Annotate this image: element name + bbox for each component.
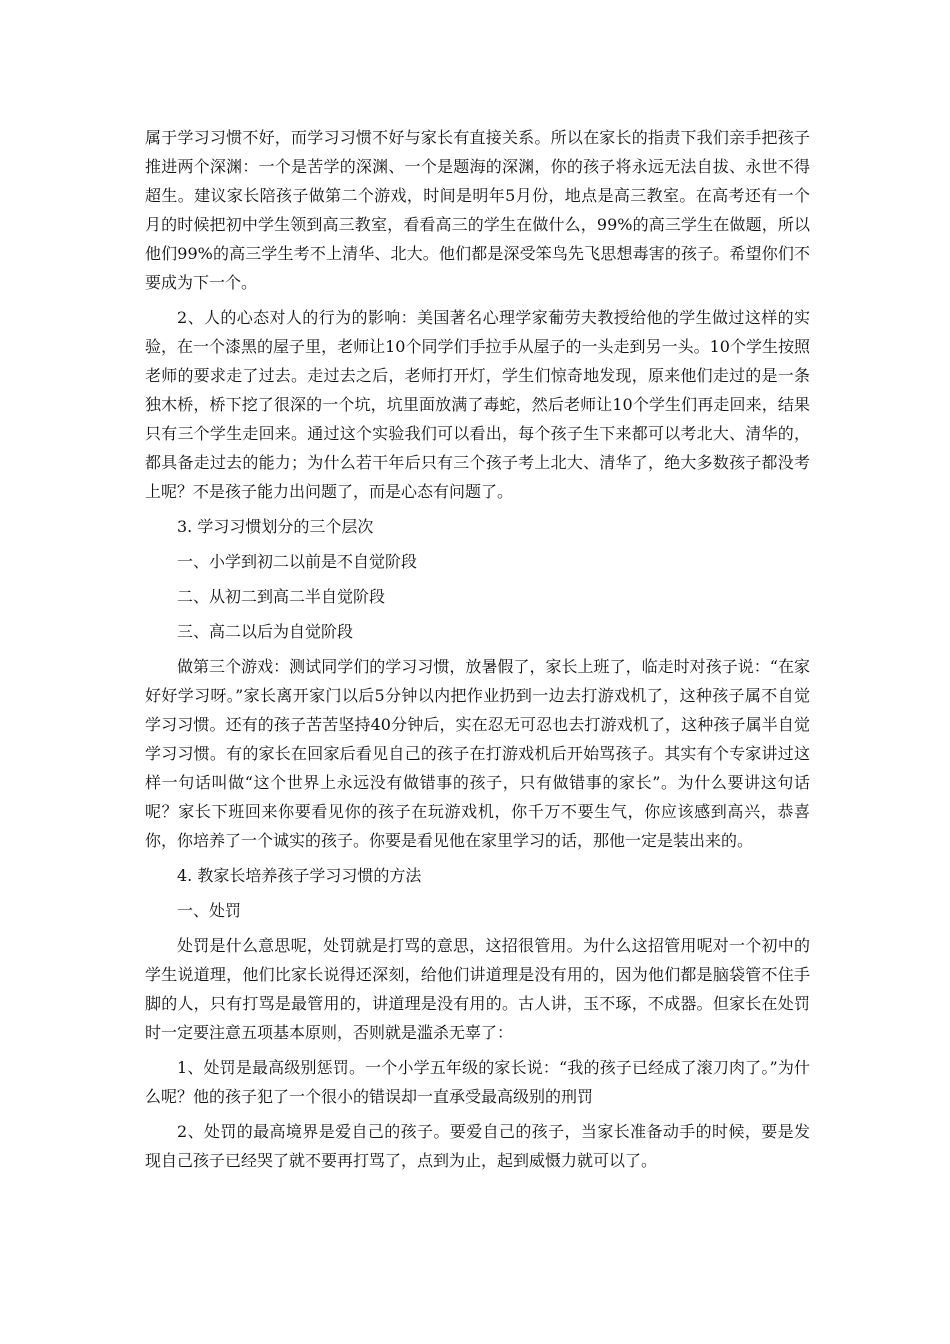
list-item-unconscious-stage: 一、小学到初二以前是不自觉阶段 xyxy=(177,552,418,571)
paragraph-mindset-experiment: 2、人的心态对人的行为的影响：美国著名心理学家葡劳夫教授给他的学生做过这样的实验，在一个漆黑的屋子里，老师让10个同学们手拉手从屋子的一头走到另一头。10个学生按照老师的要求走了过去。走过去之后，老师打开灯，学生们惊奇地发现，原来他们走过的是一条独木桥，桥下挖了很深的一个坑，坑里面放满了毒蛇，然后老师让10个学生们再走回来，结果只有三个学生走回来。通过这个实验我们可以看出，每个孩子生下来都可以考北大、清华的，都具备走过去的能力；为什么若干年后只有三个孩子考上北大、清华了，绝大多数孩子都没考上呢？不是孩子能力出问题了，而是心态有问题了。 xyxy=(145,308,810,501)
paragraph-third-game: 做第三个游戏：测试同学们的学习习惯，放暑假了，家长上班了，临走时对孩子说：“在家好好学习呀。”家长离开家门以后5分钟以内把作业扔到一边去打游戏机了，这种孩子属不自觉学习习惯。还有的孩子苦苦坚持40分钟后，实在忍无可忍也去打游戏机了，这种孩子属半自觉学习习惯。有的家长在回家后看见自己的孩子在打游戏机后开始骂孩子。其实有个专家讲过这样一句话叫做“这个世界上永远没有做错事的孩子，只有做错事的家长”。为什么要讲这句话呢？家长下班回来你要看见你的孩子在玩游戏机，你千万不要生气，你应该感到高兴，恭喜你，你培养了一个诚实的孩子。你要是看见他在家里学习的话，那他一定是装出来的。 xyxy=(145,657,810,850)
paragraph-continuation: 属于学习习惯不好，而学习习惯不好与家长有直接关系。所以在家长的指责下我们亲手把孩子推进两个深渊：一个是苦学的深渊、一个是题海的深渊，你的孩子将永远无法自拔、永世不得超生。建议家长陪孩子做第二个游戏，时间是明年5月份，地点是高三教室。在高考还有一个月的时候把初中学生领到高三教室，看看高三的学生在做什么，99%的高三学生在做题，所以他们99%的高三学生考不上清华、北大。他们都是深受笨鸟先飞思想毒害的孩子。希望你们不要成为下一个。 xyxy=(145,128,810,292)
section-heading-methods: 4. 教家长培养孩子学习习惯的方法 xyxy=(177,866,422,885)
paragraph-principle-2: 2、处罚的最高境界是爱自己的孩子。要爱自己的孩子，当家长准备动手的时候，要是发现自己孩子已经哭了就不要再打骂了，点到为止，起到威慑力就可以了。 xyxy=(145,1122,810,1170)
section-heading-study-habit-levels: 3. 学习习惯划分的三个层次 xyxy=(177,517,374,536)
list-item-semi-conscious-stage: 二、从初二到高二半自觉阶段 xyxy=(177,587,386,606)
list-item-punishment: 一、处罚 xyxy=(177,901,242,920)
paragraph-punishment-explanation: 处罚是什么意思呢，处罚就是打骂的意思，这招很管用。为什么这招管用呢对一个初中的学生说道理，他们比家长说得还深刻，给他们讲道理是没有用的，因为他们都是脑袋管不住手脚的人，只有打骂是最管用的，讲道理是没有用的。古人讲，玉不琢，不成器。但家长在处罚时一定要注意五项基本原则，否则就是滥杀无辜了： xyxy=(145,936,810,1042)
list-item-conscious-stage: 三、高二以后为自觉阶段 xyxy=(177,622,354,641)
paragraph-principle-1: 1、处罚是最高级别惩罚。一个小学五年级的家长说：“我的孩子已经成了滚刀肉了。”为什么呢？他的孩子犯了一个很小的错误却一直承受最高级别的刑罚 xyxy=(145,1058,810,1106)
document-page xyxy=(145,123,810,1181)
